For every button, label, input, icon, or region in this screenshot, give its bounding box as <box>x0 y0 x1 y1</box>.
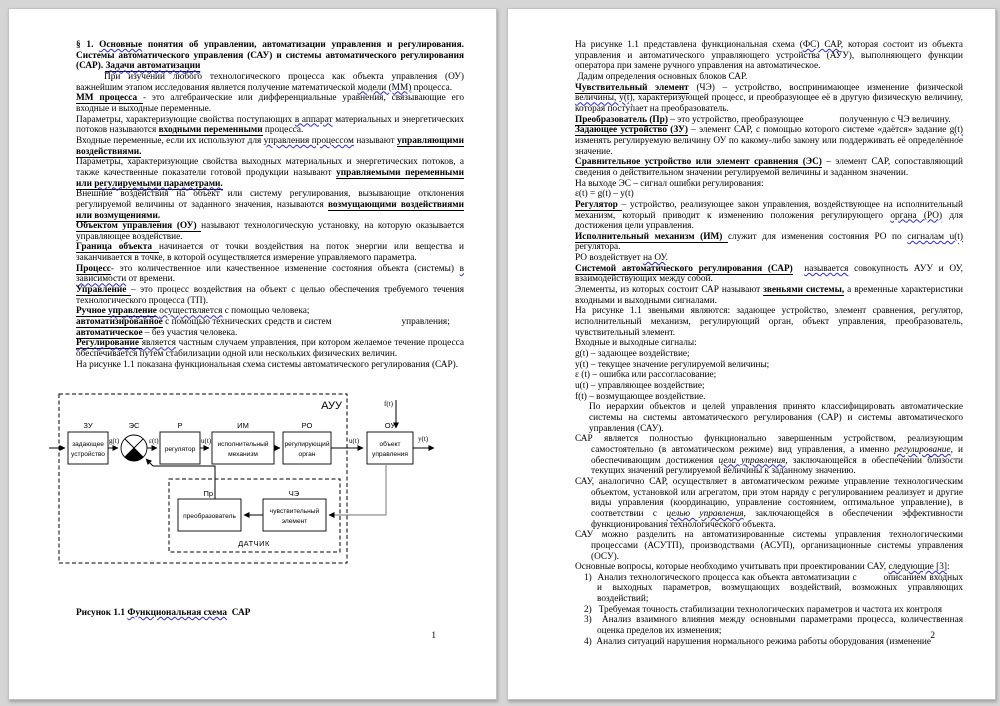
text-run: является <box>141 338 176 349</box>
text-run: f(t) – возмущающее воздействие. <box>575 391 706 402</box>
r-abbr-label: Р <box>177 421 183 430</box>
list-number: 4) <box>584 636 597 647</box>
text-run: На рисунке 1.1 представлена функциональная схема ( <box>575 40 803 50</box>
text-run: - это количественное или качественное изменение состояния объекта (системы) <box>110 263 460 274</box>
paragraph <box>575 562 963 573</box>
paragraph <box>76 115 464 136</box>
list-item <box>575 605 963 616</box>
text-run: Системой автоматического регулирования (САР) <box>575 263 793 274</box>
figure-1-1-diagram <box>39 393 459 565</box>
text-run: , и обеспечивающим достижения <box>591 444 964 466</box>
text-run: Граница объекта <box>76 242 159 253</box>
text-run: сигналам u(t) <box>907 231 963 242</box>
text-run: в аппарат <box>294 114 333 125</box>
text-run <box>793 264 804 274</box>
text-run: – это процесс воздействия на объект с целью обеспечения требуемого течения технологического процесса (ТП). <box>76 285 465 306</box>
paragraph <box>76 221 464 242</box>
text-run: ММ процесса <box>76 93 143 104</box>
ou-abbr-label: ОУ <box>384 421 396 430</box>
paragraph <box>575 179 963 190</box>
signal-f: f(t) <box>384 400 393 408</box>
text-run: понятия об управлении, автоматизации управления и регулирования. Системы автоматического управления (САУ) и системы автоматического регулирования (САР). <box>76 40 464 72</box>
paragraph <box>76 189 464 221</box>
text-run: Анализ ситуаций нарушения нормального режима работы оборудования (изменение <box>596 636 932 647</box>
im-abbr-label: ИМ <box>237 421 249 430</box>
text-run: САУ можно разделить на автоматизированные системы управления технологическими процессами (АСУТП), производствами (АСУП), организационные системы управления (ОСУ). <box>575 530 963 562</box>
text-run: Анализ взаимного влияния между основными параметрами процесса, количественная оценка пределов их изменения; <box>597 615 963 637</box>
text-run: изменять регулируемую величину ОУ по какому-либо закону или поддерживать её определённое значение. <box>575 135 963 157</box>
text-run: цели управления <box>718 455 786 466</box>
text-run: Входные и выходные сигналы: <box>575 338 697 349</box>
text-run: Функциональная схема <box>127 608 228 618</box>
figure-caption <box>76 608 464 619</box>
text-run: автоматизированное <box>76 317 163 328</box>
paragraph <box>76 40 464 72</box>
text-run: - это алгебраические или дифференциальные уравнения, связывающие его входные и выходные переменные. <box>76 93 464 114</box>
text-run: САР является полностью функционально завершенным устройством, реализующим самостоятельно (в автоматическом режиме) вид управления, а именно <box>575 434 963 455</box>
text-run: управления; <box>401 317 450 328</box>
paragraph <box>575 434 963 477</box>
text-run: Параметры, характеризующие свойства выходных материальных и энергетических потоков, а также качественные показатели готовой продукции называют <box>76 157 464 178</box>
text-run: называется <box>804 263 849 274</box>
text-run: Процесс <box>76 263 111 274</box>
zu-block <box>68 432 108 464</box>
svg-text:чувствительный: чувствительный <box>269 508 320 515</box>
text-run: Параметры, характеризующие свойства поступающих <box>76 114 295 125</box>
text-run: , характеризующей процесс, и преобразующее её в другую физическую величину, которая поступает на преобразователь. <box>575 93 963 114</box>
text-run: материальных и энергетических потоков называются <box>76 114 464 136</box>
es-abbr-label: ЭС <box>128 421 140 430</box>
text-run: u(t) – управляющее воздействие; <box>575 381 705 391</box>
paragraph <box>575 477 963 530</box>
text-run: Исполнительный механизм (ИМ) <box>575 231 728 242</box>
datchik-label: ДАТЧИК <box>238 539 270 548</box>
paragraph <box>76 157 464 189</box>
ou-block <box>367 432 413 464</box>
text-run: , заключающейся в обеспечении эффективности функционирования технологического объекта. <box>591 508 963 530</box>
paragraph <box>575 530 963 562</box>
text-run: служит для изменения состояния РО по <box>727 231 908 242</box>
list-item <box>575 637 963 648</box>
paragraph <box>76 338 464 359</box>
text-run: По иерархии объектов и целей управления принято классифицировать автоматические системы на системы автоматического регулирования (САР) и системы автоматического управления (САУ). <box>589 402 963 434</box>
signal-u2: u(t) <box>349 437 360 445</box>
text-run: регулирование <box>894 444 951 455</box>
text-run: Чувствительный элемент <box>575 82 689 93</box>
text-run: На выходе ЭС – сигнал ошибки регулирования: <box>575 178 764 189</box>
text-run: Анализ технологического процесса как объекта автоматизации с <box>597 572 860 583</box>
auu-label: АУУ <box>321 400 342 412</box>
text-run: Сравнительное устройство или элемент сравнения (ЭС) <box>575 157 822 168</box>
text-run: – устройство, реализующее закон управления, воздействующее на исполнительный механизм, который приводит к изменению положения регулирующего <box>575 199 963 221</box>
text-run: На рисунке 1.1 показана функциональная схема системы автоматического регулирования (САР). <box>76 359 459 370</box>
svg-text:объект: объект <box>379 441 401 448</box>
signal-g: g(t) <box>109 437 120 445</box>
paragraph <box>575 157 963 178</box>
paragraph <box>76 317 464 328</box>
list-item <box>575 573 963 605</box>
text-run: совокупность АУУ и ОУ, взаимодействующих между собой. <box>575 263 963 285</box>
text-run: Управление <box>76 285 131 296</box>
svg-text:механизм: механизм <box>228 451 258 458</box>
text-run: – элемент САР, сопоставляющий сведения о действительном значении регулируемой величины и заданном значении. <box>575 157 963 178</box>
paragraph <box>575 200 963 232</box>
paragraph <box>76 608 464 619</box>
signal-u1: u(t) <box>201 437 212 445</box>
paragraph <box>575 381 963 392</box>
paragraph <box>575 306 963 338</box>
pr-abbr-label: Пр <box>203 489 213 498</box>
paragraph <box>76 328 464 339</box>
text-run: Задачи автоматизации <box>105 61 201 72</box>
text-run: управляемыми переменными или <box>76 167 464 189</box>
signal-y: y(t) <box>418 435 429 443</box>
text-run: – элемент САР, с помощью которого системе «даётся» задание <box>687 125 950 136</box>
signal-eps: ε(t) <box>149 437 159 445</box>
paragraph <box>575 125 963 157</box>
text-run: автоматическое <box>76 327 143 338</box>
list-number: 1) <box>584 572 598 583</box>
text-run: для достижения цели управления. <box>575 210 963 232</box>
text-run: (ЧЭ) – устройство, воспринимающее изменение физической <box>688 82 964 93</box>
paragraph <box>76 242 464 263</box>
text-run: g(t) – задающее воздействие; <box>575 349 690 360</box>
text-run: Регулирование <box>76 338 142 349</box>
page-number-1: 1 <box>431 631 436 641</box>
document-page-2 <box>507 8 996 700</box>
text-run: Регулятор <box>575 199 622 210</box>
text-run: называют технологическую установку, на которую оказывается управляющее воздействие. <box>76 221 464 242</box>
document-page-1 <box>8 8 497 700</box>
text-run: величины, y(t) <box>575 93 633 104</box>
text-run: с помощью технических средств и систем <box>162 317 332 328</box>
page-number-2: 2 <box>930 631 935 641</box>
text-run: полученную с ЧЭ величину. <box>839 114 951 125</box>
text-run: регулятора. <box>575 242 621 253</box>
paragraph <box>76 93 464 114</box>
text-run: ФС) САР <box>802 40 841 50</box>
text-run: , заключающейся в обеспечении близости текущих значений регулируемой величины к заданному значению. <box>591 455 963 477</box>
paragraph <box>575 40 963 72</box>
im-block <box>212 432 274 464</box>
text-run: . <box>665 253 668 264</box>
paragraph <box>575 285 963 306</box>
text-run: Основные вопросы, которые необходимо учитывать при проектировании САУ, <box>575 562 889 573</box>
tab-space <box>332 323 402 324</box>
paragraph <box>575 349 963 360</box>
svg-text:орган: орган <box>298 451 316 458</box>
text-run: САР <box>227 608 251 618</box>
text-run: начинается от точки воздействия на поток энергии или вещества и заканчивается в точке, в которой осуществляется измерение управляемого параметра. <box>76 242 464 264</box>
text-run: Преобразователь (Пр) <box>575 114 668 125</box>
text-run: САУ, аналогично САР, осуществляет в автоматическом режиме управление технологическим объектом, установкой или агрегатом, при этом наряду с регулированием реализует и другие виды управления (координацию, управление состоянием, оптимальное управление), в соответствии с <box>575 476 963 519</box>
page-2-text <box>575 40 963 647</box>
text-run: : <box>946 562 950 573</box>
text-run: возмущающими воздействиями или возмущениями. <box>76 199 464 221</box>
tab-space <box>860 579 884 580</box>
che-abbr-label: ЧЭ <box>288 489 300 498</box>
text-run: Основные <box>99 40 143 50</box>
text-run: частным случаем управления, при котором желаемое течение процесса обеспечивается путем стабилизации одной или нескольких физических величин. <box>76 338 464 360</box>
paragraph <box>575 338 963 349</box>
text-run: управляющими воздействиями. <box>76 135 464 157</box>
list-number: 3) <box>584 615 602 626</box>
text-run: – это устройство, преобразующее <box>667 114 804 125</box>
text-run: в зависимости <box>76 263 464 285</box>
svg-text:элемент: элемент <box>281 518 308 525</box>
text-run: а временные характеристики входными и выходными сигналами. <box>575 285 963 306</box>
svg-text:задающее: задающее <box>72 441 104 448</box>
text-run: осуществляется <box>159 306 223 317</box>
text-run: Входные переменные, если их используют для <box>76 135 264 146</box>
text-run: – без участия человека. <box>142 327 238 338</box>
text-run: Внешние воздействия на объект или систему регулирования, вызывающие отклонения регулируемой величины от заданного значения, называются <box>76 189 464 210</box>
text-run: , которая состоит из объекта управления и автоматического управляющего устройства (АУУ), выполняющего функции оператора при замене ручного управления на автоматическое. <box>575 40 963 72</box>
list-item <box>575 615 963 636</box>
text-run: управления процессом <box>263 135 354 146</box>
paragraph <box>76 306 464 317</box>
paragraph <box>575 189 963 200</box>
zu-abbr-label: ЗУ <box>83 421 93 430</box>
paragraph <box>575 232 963 253</box>
ro-block <box>283 432 331 464</box>
paragraph <box>76 72 464 93</box>
text-run: При изучении любого технологического процесса как объекта управления (ОУ) важнейшим этапом исследования является получение математической <box>76 71 464 93</box>
paragraph <box>76 136 464 157</box>
svg-text:регулирующий: регулирующий <box>284 441 330 448</box>
text-run: описанием входных и выходных параметров, возмущающих воздействий, возможных управляющих воздействий; <box>597 572 963 605</box>
svg-text:устройство: устройство <box>71 451 105 458</box>
text-run: Объектом управления (ОУ) <box>76 221 202 232</box>
text-run: с помощью человека; <box>222 306 310 317</box>
text-run: ε(t) = g(t) – y(t) <box>575 189 634 200</box>
text-run: Рисунок 1.1 <box>76 608 128 618</box>
text-run: следующие [3] <box>888 562 947 573</box>
text-run: ε (t) – ошибка или рассогласование; <box>575 370 717 381</box>
paragraph <box>76 360 464 371</box>
paragraph <box>575 115 963 126</box>
text-run: y(t) – текущее значение регулируемой величины; <box>575 359 770 370</box>
che-block <box>263 499 326 531</box>
text-run: Задающее устройство (ЗУ) <box>575 125 688 136</box>
text-run: от времени. <box>126 274 175 285</box>
text-run: органа (РО) <box>890 210 943 221</box>
paragraph <box>575 392 963 403</box>
paragraph <box>575 264 963 285</box>
text-run: звеньями системы, <box>763 285 845 296</box>
text-run: Элементы, из которых состоит САР называют <box>575 285 764 296</box>
svg-text:управления: управления <box>372 451 408 458</box>
text-run: входными переменными <box>158 125 263 136</box>
svg-text:регулятор: регулятор <box>164 446 196 453</box>
paragraph <box>575 370 963 381</box>
list-number: 2) <box>584 604 597 615</box>
text-run: управление <box>108 306 157 317</box>
text-run: На рисунке 1.1 звеньями являются: задающее устройство, элемент сравнения, регулятор, исполнительный механизм, регулирующий орган, объект управления, преобразователь, чувствительный элемент. <box>575 306 963 338</box>
text-run: Требуемая точность стабилизации технологических параметров и частота их контроля <box>596 604 943 615</box>
paragraph <box>575 253 963 264</box>
text-run: g(t) <box>949 125 963 136</box>
text-run: РО воздействует <box>575 253 643 264</box>
paragraph <box>76 285 464 306</box>
text-run: процесса. <box>411 82 453 93</box>
text-run: модели (ММ) <box>357 82 412 93</box>
text-run: регулируемыми параметрами. <box>94 178 223 189</box>
ro-abbr-label: РО <box>301 421 313 430</box>
paragraph <box>575 72 963 83</box>
paragraph <box>575 83 963 115</box>
text-run: целью управления <box>666 508 744 519</box>
text-run: процесса. <box>262 125 304 136</box>
paragraph <box>76 264 464 285</box>
text-run: на ОУ <box>642 253 666 264</box>
sar-functional-diagram <box>39 393 459 565</box>
svg-text:преобразователь: преобразователь <box>183 513 236 520</box>
text-run: называют <box>353 135 398 146</box>
text-run: Ручное <box>76 306 109 317</box>
paragraph <box>575 360 963 371</box>
paragraph <box>589 402 963 434</box>
page-1-text <box>76 40 464 370</box>
svg-text:исполнительный: исполнительный <box>217 441 269 448</box>
tab-space <box>804 121 840 122</box>
feedback-line-ou-to-che <box>331 464 386 515</box>
text-run: Дадим определения основных блоков САР. <box>575 71 748 82</box>
text-run: § 1. <box>76 40 100 50</box>
